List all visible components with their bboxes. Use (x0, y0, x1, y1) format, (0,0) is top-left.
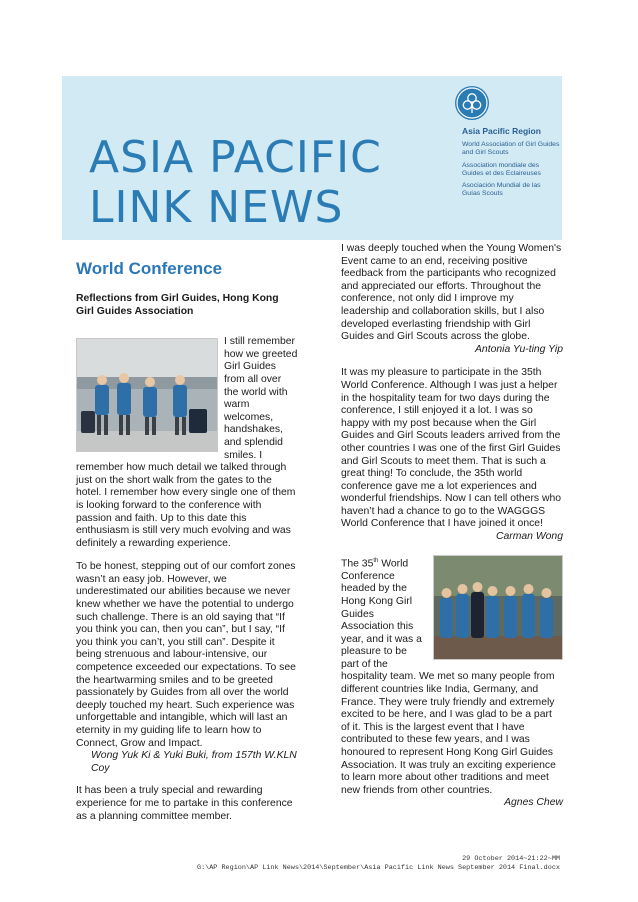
article-paragraph: It has been a truly special and rewarding experience for me to partake in this conference as a planning committee member. (76, 785, 293, 822)
article-paragraph: I was deeply touched when the Young Women's Event came to an end, receiving positive feedback from the participants who recognized and appreciated our efforts. Throughout the conference, not only did I improve my leadership and collaboration skills, but I also developed everlasting friendship with Girl Guides and Girl Scouts across the globe. (341, 243, 562, 343)
photo-group-hospitality-team (433, 555, 563, 660)
masthead-title-line2: LINK NEWS (89, 182, 344, 233)
article-paragraph: To be honest, stepping out of our comfort zones wasn’t an easy job. However, we underestimated our abilities because we never knew whether we have the potential to undergo such challenge. There is an old saying that “If you think you can, then you can”, but I say, “If you think you can’t, you still can”. Despite it being strenuous and labour-intensive, our competence exceeded our expectations. To see the heartwarming smiles and to be greeted passionately by Guides from all over the world deeply touched my heart. Such experience was unforgettable and intangible, which will last an eternity in my guiding life to learn how to Connect, Grow and Impact. (76, 561, 296, 749)
author-signature: Antonia Yu-ting Yip (474, 343, 563, 355)
author-signature: Wong Yuk Ki & Yuki Buki, from 157th W.KLN Coy (91, 750, 297, 774)
article-paragraph: The 35th World Conference headed by the Hong Kong Girl Guides Association this year, and it was a pleasure to be part of the hospitality team. We met so many people from different countries like India, Germany, and France. They were truly friendly and extremely excited to be here, and I was glad to be a part of it. This is the largest event that I have contributed to these few years, and I was honoured to represent Hong Kong Girl Guides Association. It was truly an exciting experience to learn more about other traditions and meet new friends from other countries. (341, 555, 563, 798)
article-paragraph: It was my pleasure to participate in the 35th World Conference. Although I was just a helper in the hospitality team for two days during the conference, I still enjoyed it a lot. I was so happy with my post because when the Girl Guides and Girl Scouts leaders arrived from the other countries I was one of the first Girl Guides and Girl Scouts to meet them. That is such a great thing! To conclude, the 35th world conference gave me a lot experiences and wonderful friendships. Now I can tell others who haven’t had a chance to go to the WAGGGS World Conference that I have joined it once! (341, 367, 562, 530)
footer-date: 29 October 2014~21:22~MM (462, 855, 560, 863)
photo-guides-airport (76, 338, 218, 452)
org-name-french: Association mondiale des Guides et des Eclaireuses (462, 161, 541, 177)
right-column (341, 243, 563, 810)
paragraph-text-visible: World Conference headed by the Hong Kong Girl Guides Association this year, and it was a pleasure to be part of the hospitality team. We met so many people from different countries like India, Germany, and France. They were truly friendly and extremely excited to be here, and I was glad to be a part of it. This is the largest event that I have contributed to these few years, and I was honoured to represent Hong Kong Girl Guides Association. It was truly an exciting experience to learn more about other traditions and meet new friends from other countries. (341, 558, 556, 796)
masthead-title-line1: ASIA PACIFIC (89, 132, 382, 183)
article-paragraph (76, 336, 298, 550)
region-label: Asia Pacific Region (462, 126, 541, 136)
section-heading: World Conference (76, 259, 223, 278)
wagggs-trefoil-icon (455, 86, 489, 120)
organization-names (462, 126, 560, 203)
masthead-banner (62, 76, 562, 240)
org-name-spanish: Asociación Mundial de las Guías Scouts (462, 182, 541, 198)
left-column (76, 256, 298, 823)
org-name-english: World Association of Girl Guides and Girl Scouts (462, 141, 560, 157)
document-footer (197, 855, 560, 873)
author-signature: Agnes Chew (504, 797, 563, 809)
footer-file-path: G:\AP Region\AP Link News\2014\September\Asia Pacific Link News September 2014 Final.docx (196, 864, 560, 872)
author-signature: Carman Wong (496, 531, 563, 543)
paragraph-text: I still remember how we greeted Girl Guides from all over the world with warm welcomes, handshakes, and splendid smiles. I remember how much detail we talked through just on the short walk from the gates to the hotel. I remember how every single one of them is looking forward to the conference with passion and faith. Up to this date this enthusiasm is still very much evolving and was definitely a rewarding experience. (76, 336, 298, 549)
article-subheading: Reflections from Girl Guides, Hong Kong Girl Guides Association (76, 293, 279, 317)
